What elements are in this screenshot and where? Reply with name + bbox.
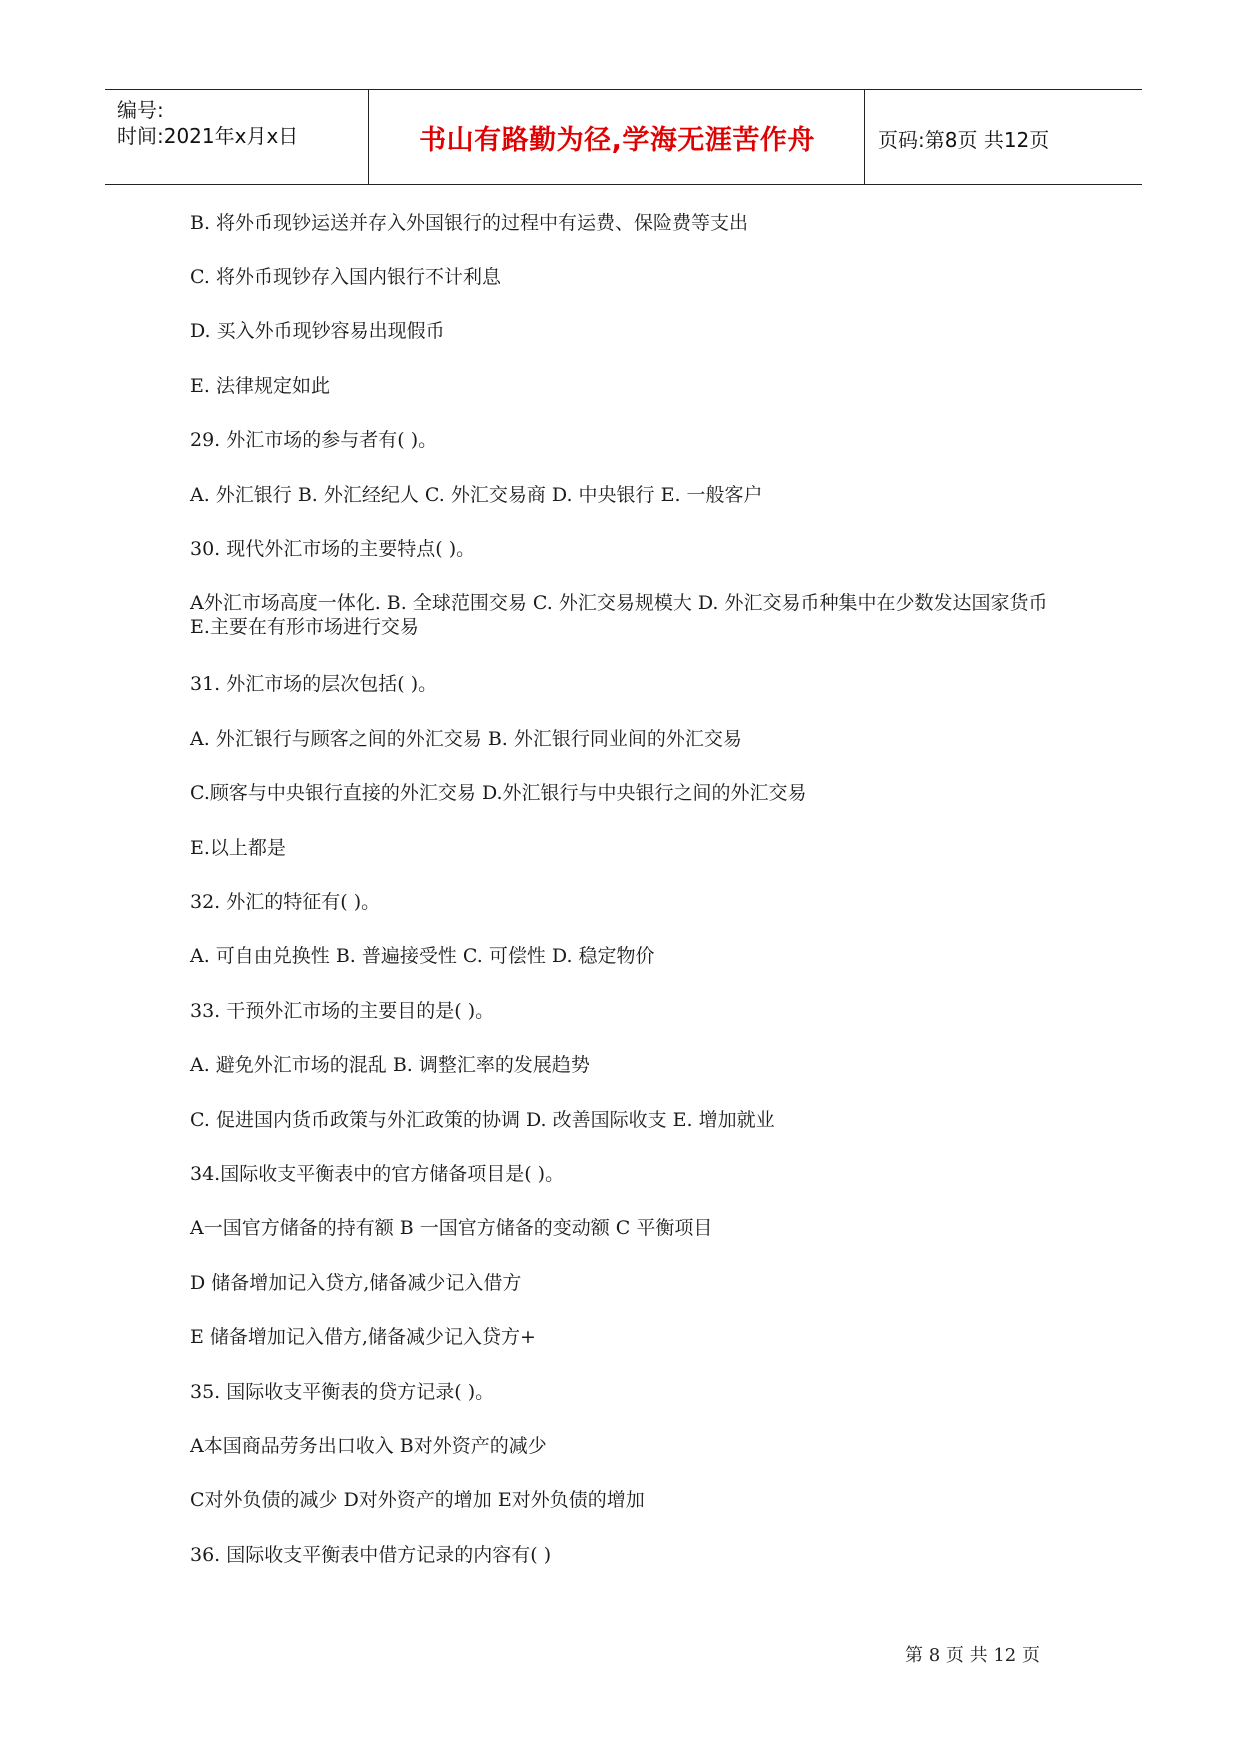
question-line: 32. 外汇的特征有( )。 <box>190 891 381 913</box>
page-footer: 第 8 页 共 12 页 <box>905 1645 1040 1666</box>
option-line: D. 买入外币现钞容易出现假币 <box>190 320 445 342</box>
option-line: A. 避免外汇市场的混乱 B. 调整汇率的发展趋势 <box>190 1054 590 1076</box>
header-motto-cell <box>370 90 865 184</box>
question-line: 31. 外汇市场的层次包括( )。 <box>190 673 438 695</box>
header-page-cell <box>866 90 1142 184</box>
header-meta-cell <box>105 90 369 184</box>
document-time-label: 时间:2021年x月x日 <box>117 124 299 148</box>
option-line: E 储备增加记入借方,储备减少记入贷方+ <box>190 1326 536 1348</box>
option-line: C对外负债的减少 D对外资产的增加 E对外负债的增加 <box>190 1489 645 1511</box>
document-header <box>105 89 1142 185</box>
document-number-label: 编号: <box>117 98 164 122</box>
option-line: A. 外汇银行 B. 外汇经纪人 C. 外汇交易商 D. 中央银行 E. 一般客户 <box>190 484 763 506</box>
option-line: B. 将外币现钞运送并存入外国银行的过程中有运费、保险费等支出 <box>190 212 749 234</box>
option-line: D 储备增加记入贷方,储备减少记入借方 <box>190 1272 522 1294</box>
header-page-code: 页码:第8页 共12页 <box>878 128 1050 152</box>
question-line: 29. 外汇市场的参与者有( )。 <box>190 429 438 451</box>
question-line: 36. 国际收支平衡表中借方记录的内容有( ) <box>190 1544 552 1566</box>
question-line: 34.国际收支平衡表中的官方储备项目是( )。 <box>190 1163 565 1185</box>
option-line: A外汇市场高度一体化. B. 全球范围交易 C. 外汇交易规模大 D. 外汇交易币种集中在少数发达国家货币 E.主要在有形市场进行交易 <box>190 592 1048 638</box>
question-line: 33. 干预外汇市场的主要目的是( )。 <box>190 1000 495 1022</box>
option-line: A本国商品劳务出口收入 B对外资产的减少 <box>190 1435 547 1457</box>
option-line: A. 可自由兑换性 B. 普遍接受性 C. 可偿性 D. 稳定物价 <box>190 945 655 967</box>
option-line: E. 法律规定如此 <box>190 375 330 397</box>
question-line: 35. 国际收支平衡表的贷方记录( )。 <box>190 1381 495 1403</box>
option-line: C. 将外币现钞存入国内银行不计利息 <box>190 266 501 288</box>
header-motto: 书山有路勤为径,学海无涯苦作舟 <box>419 125 815 156</box>
option-line: E.以上都是 <box>190 837 286 859</box>
option-line: C.顾客与中央银行直接的外汇交易 D.外汇银行与中央银行之间的外汇交易 <box>190 782 807 804</box>
option-line: C. 促进国内货币政策与外汇政策的协调 D. 改善国际收支 E. 增加就业 <box>190 1109 775 1131</box>
option-line: A. 外汇银行与顾客之间的外汇交易 B. 外汇银行同业间的外汇交易 <box>190 728 742 750</box>
option-line: A一国官方储备的持有额 B 一国官方储备的变动额 C 平衡项目 <box>190 1217 713 1239</box>
question-line: 30. 现代外汇市场的主要特点( )。 <box>190 538 476 560</box>
